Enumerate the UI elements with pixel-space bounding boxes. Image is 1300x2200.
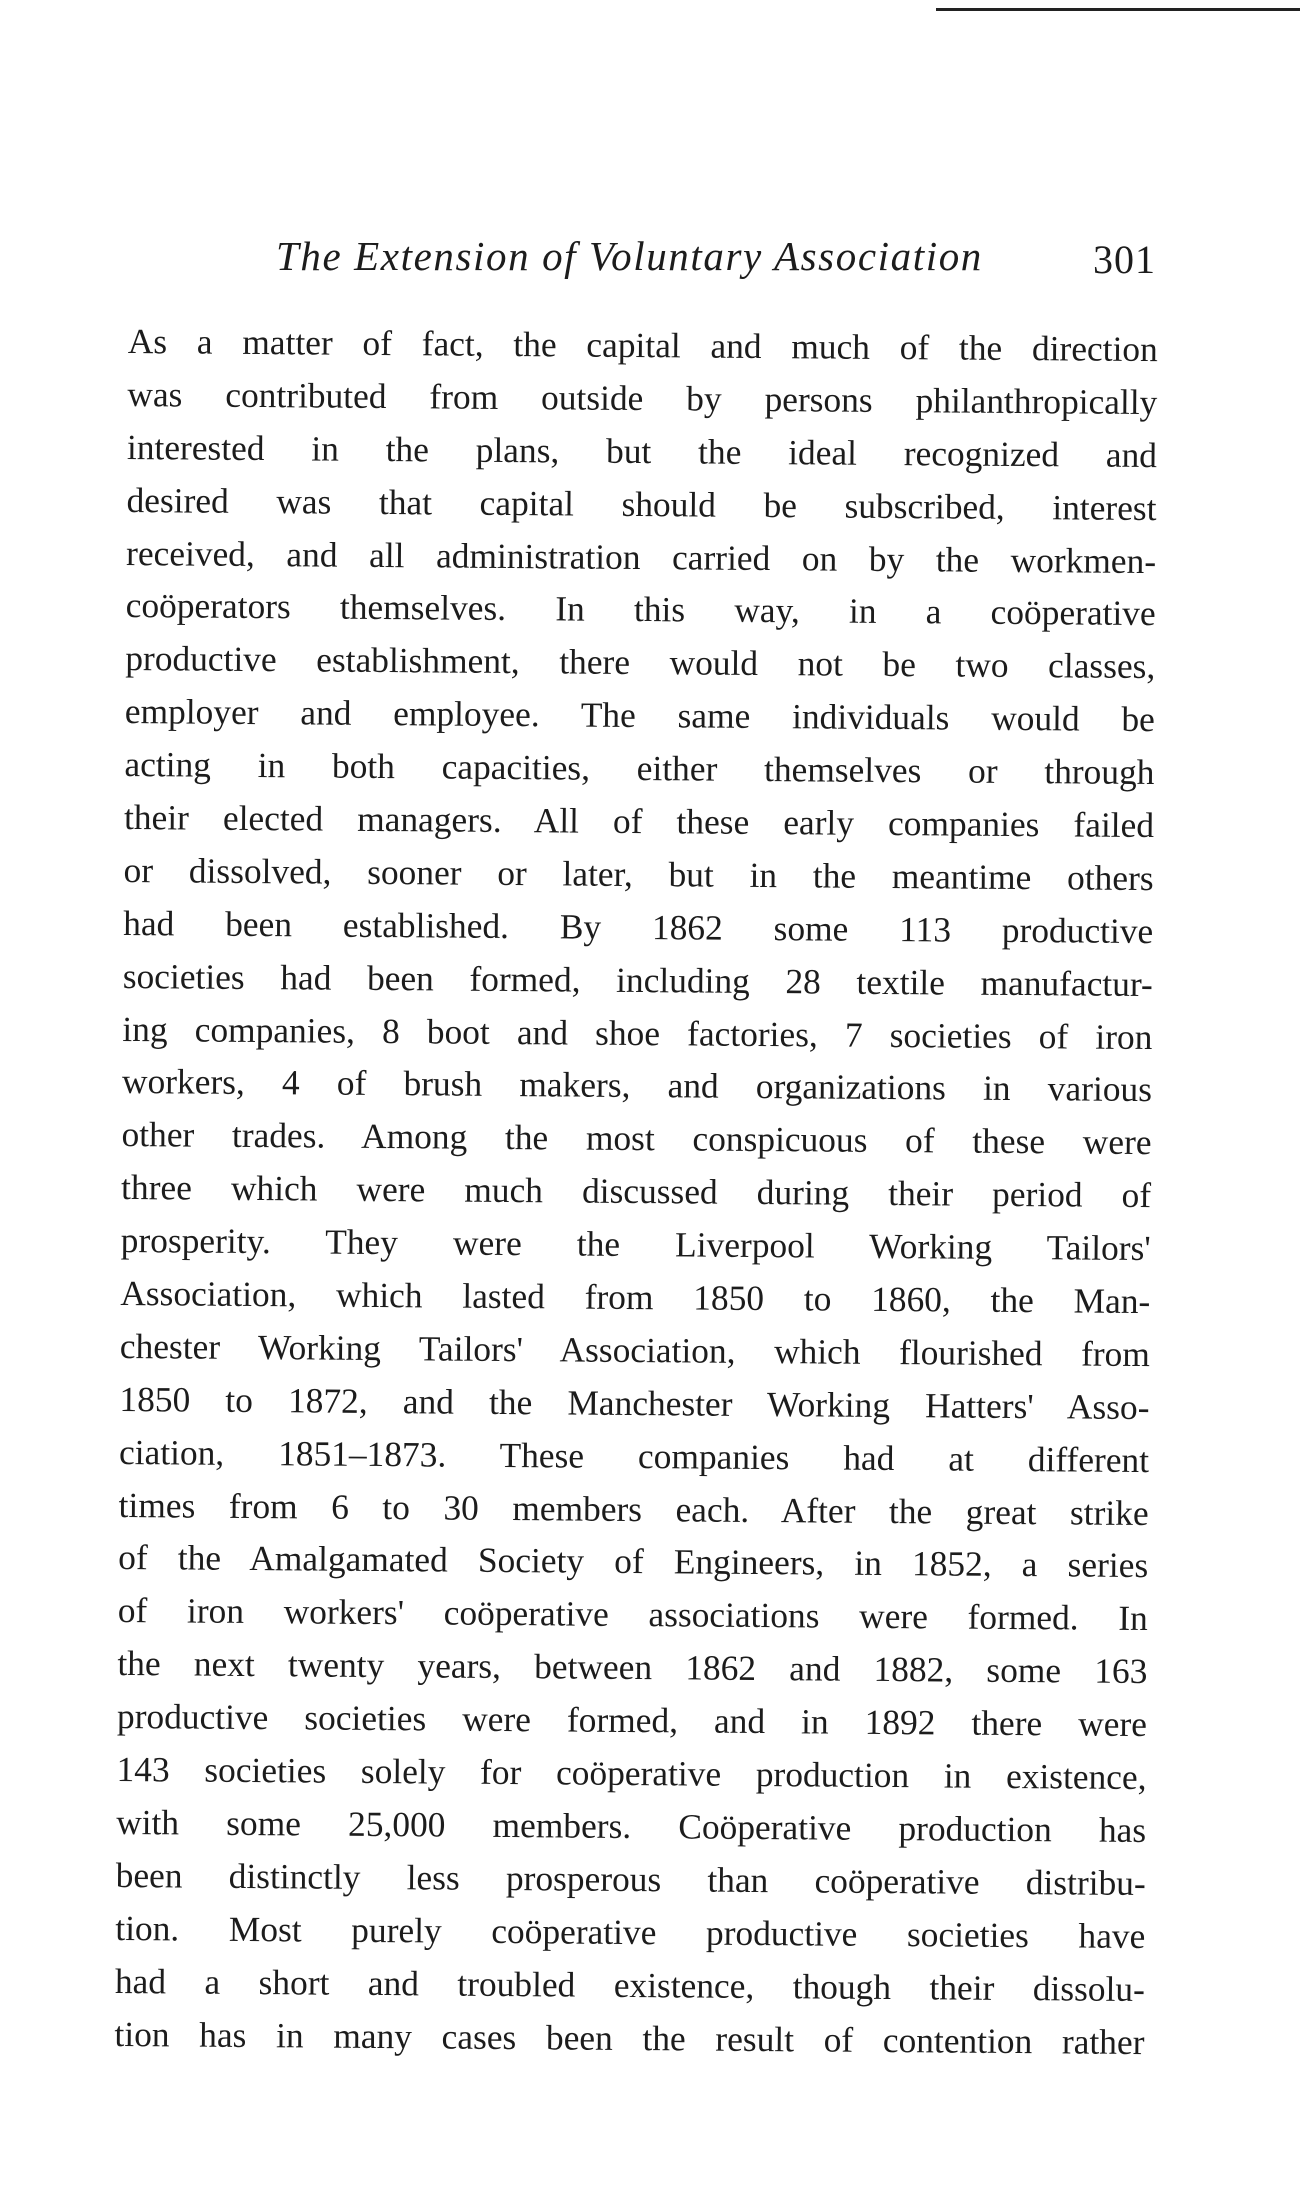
text-line: with some 25,000 members. Coöperative production has: [116, 1801, 1147, 1850]
text-line: the next twenty years, between 1862 and 1882, some 163: [117, 1643, 1148, 1692]
page-number: 301: [1093, 237, 1156, 282]
top-edge-rule: [936, 8, 1300, 11]
text-line: received, and all administration carried on by the workmen-: [125, 532, 1157, 581]
text-line: 143 societies solely for coöperative production in existence,: [116, 1749, 1147, 1798]
text-line: interested in the plans, but the ideal recognized and: [126, 426, 1158, 475]
text-line: Association, which lasted from 1850 to 1860, the Man-: [120, 1273, 1151, 1322]
text-line: 1850 to 1872, and the Manchester Working Hatters' Asso-: [119, 1378, 1150, 1427]
text-line: three which were much discussed during their period of: [120, 1167, 1152, 1216]
text-line: productive establishment, there would not be two classes,: [125, 638, 1156, 687]
text-line: tion has in many cases been the result of contention rather: [114, 2013, 1145, 2062]
text-line: As a matter of fact, the capital and much of the direction: [127, 320, 1158, 370]
text-line: their elected managers. All of these early companies failed: [123, 797, 1155, 846]
running-title: The Extension of Voluntary Association: [276, 233, 983, 279]
text-line: or dissolved, sooner or later, but in the meantime others: [123, 849, 1154, 898]
text-line: was contributed from outside by persons philanthropically: [127, 373, 1158, 422]
text-line: prosperity. They were the Liverpool Working Tailors': [120, 1220, 1151, 1269]
text-line: had been established. By 1862 some 113 productive: [123, 902, 1154, 951]
text-line: desired was that capital should be subscribed, interest: [126, 479, 1157, 528]
text-line: of the Amalgamated Society of Engineers, in 1852, a series: [118, 1537, 1149, 1586]
text-line: productive societies were formed, and in 1892 there were: [116, 1696, 1148, 1745]
text-line: employer and employee. The same individuals would be: [124, 691, 1156, 740]
text-line: workers, 4 of brush makers, and organizations in various: [121, 1061, 1153, 1110]
text-line: of iron workers' coöperative associations were formed. In: [117, 1590, 1148, 1639]
text-line: acting in both capacities, either themselves or through: [124, 744, 1155, 793]
text-line: societies had been formed, including 28 textile manufactur-: [122, 955, 1153, 1004]
body-text: [114, 315, 1158, 2068]
text-line: ciation, 1851–1873. These companies had at different: [118, 1431, 1150, 1480]
text-line: times from 6 to 30 members each. After the great strike: [118, 1484, 1149, 1533]
text-line: tion. Most purely coöperative productive societies have: [115, 1907, 1146, 1956]
text-line: ing companies, 8 boot and shoe factories, 7 societies of iron: [122, 1008, 1153, 1057]
text-line: chester Working Tailors' Association, which flourished from: [119, 1325, 1151, 1374]
text-line: other trades. Among the most conspicuous of these were: [121, 1114, 1152, 1163]
page-header: [276, 232, 1156, 292]
text-line: coöperators themselves. In this way, in a coöperative: [125, 585, 1156, 634]
text-line: had a short and troubled existence, though their dissolu-: [114, 1960, 1146, 2009]
text-line: been distinctly less prosperous than coöperative distribu-: [115, 1854, 1146, 1903]
